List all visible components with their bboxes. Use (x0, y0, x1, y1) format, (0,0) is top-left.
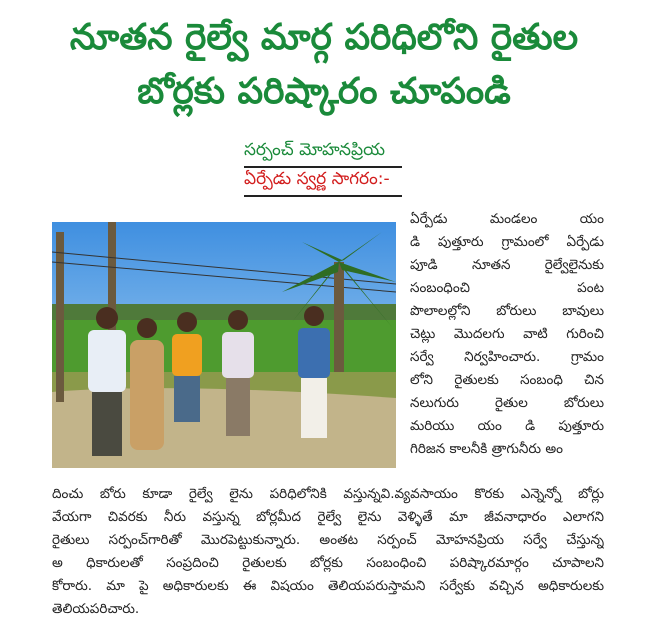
article-line: కోరారు. మా పై అధికారులకు ఈ విషయం తెలియపరుస్తామని సర్వేకు వచ్చిన అధికారులకు (52, 578, 604, 594)
article-column-full (52, 483, 604, 621)
article-line: అ ధికారులతో సంప్రదించి రైతులకు బోర్లకు సంబంధించి పరిష్కారమార్గం చూపాలని (52, 555, 604, 571)
article-line: గిరిజన కాలనీకి త్రాగునీరు అం (410, 441, 563, 457)
photo-illustration (52, 222, 396, 468)
article-line: సంబంధించి పంట (410, 280, 604, 296)
article-line: దించు బోరు కూడా రైల్వే లైను పరిధిలోనికి వస్తున్నవి.వ్యవసాయం కొరకు ఎన్నెన్నో బోర్లు (52, 486, 604, 502)
article-line: మరియు యం డి పుత్తూరు (410, 418, 604, 434)
article-line: చెట్లు మొదలగు వాటి గురించి (410, 326, 604, 342)
article-line: పొలాలల్లోని బోరులు బావులు (410, 303, 604, 319)
article-line: డి పుత్తూరు గ్రామంలో ఏర్పేడు (410, 234, 604, 250)
article-line: రైతులు సర్పంచ్‌గారితో మొరపెట్టుకున్నారు. అంతట సర్పంచ్ మోహనప్రియ సర్వే చేస్తున్న (52, 532, 604, 548)
article-line: ఏర్పేడు మండలం యం (410, 211, 604, 227)
dateline: ఏర్పేడు స్వర్ణ సాగరం:- (244, 169, 402, 197)
byline: సర్పంచ్ మోహనప్రియ (244, 140, 385, 160)
article-line: పూడి నూతన రైల్వేలైనుకు (410, 257, 604, 273)
article-line: సర్వే నిర్వహించారు. గ్రామం (410, 349, 604, 365)
headline-line-1: నూతన రైల్వే మార్గ పరిధిలోని రైతుల (69, 17, 579, 58)
article-line: తెలియపరిచారు. (52, 601, 140, 617)
dateline-top-rule (244, 166, 402, 168)
headline-line-2: బోర్లకు పరిష్కారం చూపండి (137, 71, 511, 112)
article-column-right (410, 208, 604, 461)
article-line: వేయగా చివరకు నీరు వస్తున్న బోర్లమీద రైల్వే లైను వెళ్ళితే మా జీవనాధారం ఎలాగని (52, 509, 604, 525)
article-line: లోని రైతులకు సంబంధి చిన (410, 372, 604, 388)
article-line: నలుగురు రైతుల బోరులు (410, 395, 604, 411)
news-photo (52, 222, 396, 468)
